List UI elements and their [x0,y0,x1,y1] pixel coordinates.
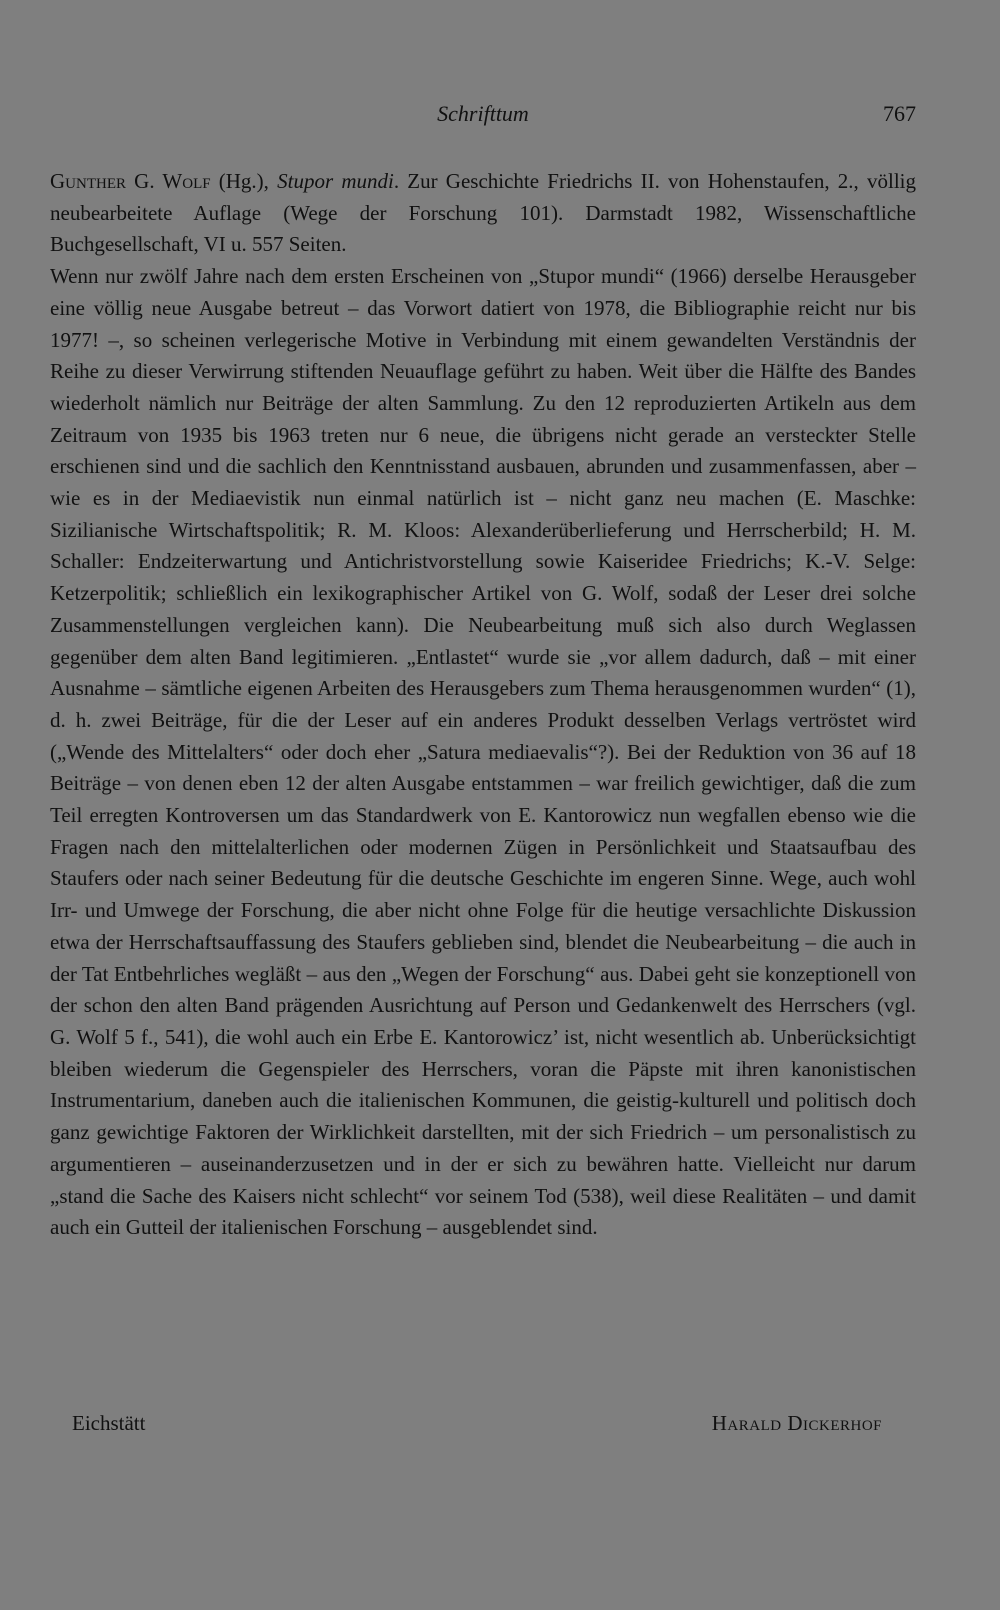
running-header [50,96,916,132]
citation-details: . Zur Geschichte Friedrichs II. von Hohenstaufen, 2., völlig neubearbeitete Auflage (Wege der Forschung 101). Darmstadt 1982, Wissenschaftliche Buchgesellschaft, VI u. 557 Seiten. [50,169,916,257]
citation-editor-note: (Hg.), [210,169,278,193]
review-entry [50,166,916,1244]
citation-title: Stupor mundi [277,169,394,193]
running-title: Schrifttum [437,101,529,126]
review-signature [72,1407,882,1439]
bibliographic-citation [50,166,916,261]
citation-editor: Gunther G. Wolf [50,169,211,193]
page-number: 767 [883,101,916,126]
signature-author: Harald Dickerhof [711,1411,882,1435]
review-body: Wenn nur zwölf Jahre nach dem ersten Erscheinen von „Stupor mundi“ (1966) derselbe Herausgeber eine völlig neue Ausgabe betreut – das Vorwort datiert von 1978, die Bibliographie reicht nur bis 1977! –, so scheinen verlegerische Motive in Verbindung mit einem gewandelten Verständnis der Reihe zu dieser Verwirrung stiftenden Neuauflage geführt zu haben. Weit über die Hälfte des Bandes wiederholt nämlich nur Beiträge der alten Sammlung. Zu den 12 reproduzierten Artikeln aus dem Zeitraum von 1935 bis 1963 treten nur 6 neue, die übrigens nicht gerade an versteckter Stelle erschienen sind und die sachlich den Kenntnisstand ausbauen, abrunden und zusammenfassen, aber – wie es in der Mediaevistik nun einmal natürlich ist – nicht ganz neu machen (E. Maschke: Sizilianische Wirtschaftspolitik; R. M. Kloos: Alexanderüberlieferung und Herrscherbild; H. M. Schaller: Endzeiterwartung und Antichristvorstellung sowie Kaiseridee Friedrichs; K.-V. Selge: Ketzerpolitik; schließlich ein lexikographischer Artikel von G. Wolf, sodaß der Leser drei solche Zusammenstellungen vergleichen kann). Die Neubearbeitung muß sich also durch Weglassen gegenüber dem alten Band legitimieren. „Entlastet“ wurde sie „vor allem dadurch, daß – mit einer Ausnahme – sämtliche eigenen Arbeiten des Herausgebers zum Thema herausgenommen wurden“ (1), d. h. zwei Beiträge, für die der Leser auf ein anderes Produkt desselben Verlags vertröstet wird („Wende des Mittelalters“ oder doch eher „Satura mediaevalis“?). Bei der Reduktion von 36 auf 18 Beiträge – von denen eben 12 der alten Ausgabe entstammen – war freilich gewichtiger, daß die zum Teil erregten Kontroversen um das Standardwerk von E. Kantorowicz nun wegfallen ebenso wie die Fragen nach den mittelalterlichen oder modernen Zügen in Persönlichkeit und Staatsaufbau des Staufers oder nach seiner Bedeutung für die deutsche Geschichte im engeren Sinne. Wege, auch wohl Irr- und Umwege der Forschung, die aber nicht ohne Folge für die heutige versachlichte Diskussion etwa der Herrschaftsauffassung des Staufers geblieben sind, blendet die Neubearbeitung – die auch in der Tat Entbehrliches wegläßt – aus den „Wegen der Forschung“ aus. Dabei geht sie konzeptionell von der schon den alten Band prägenden Ausrichtung auf Person und Gedankenwelt des Herrschers (vgl. G. Wolf 5 f., 541), die wohl auch ein Erbe E. Kantorowicz’ ist, nicht wesentlich ab. Unberücksichtigt bleiben wiederum die Gegenspieler des Herrschers, voran die Päpste mit ihren kanonistischen Instrumentarium, daneben auch die italienischen Kommunen, die geistig-kulturell und politisch doch ganz gewichtige Faktoren der Wirklichkeit darstellten, mit der sich Friedrich – um personalistisch zu argumentieren – auseinanderzusetzen und in der er sich zu bewähren hatte. Vielleicht nur darum „stand die Sache des Kaisers nicht schlecht“ vor seinem Tod (538), weil diese Realitäten – und damit auch ein Gutteil der italienischen Forschung – ausgeblendet sind. [50,264,916,1240]
signature-place: Eichstätt [72,1411,146,1435]
